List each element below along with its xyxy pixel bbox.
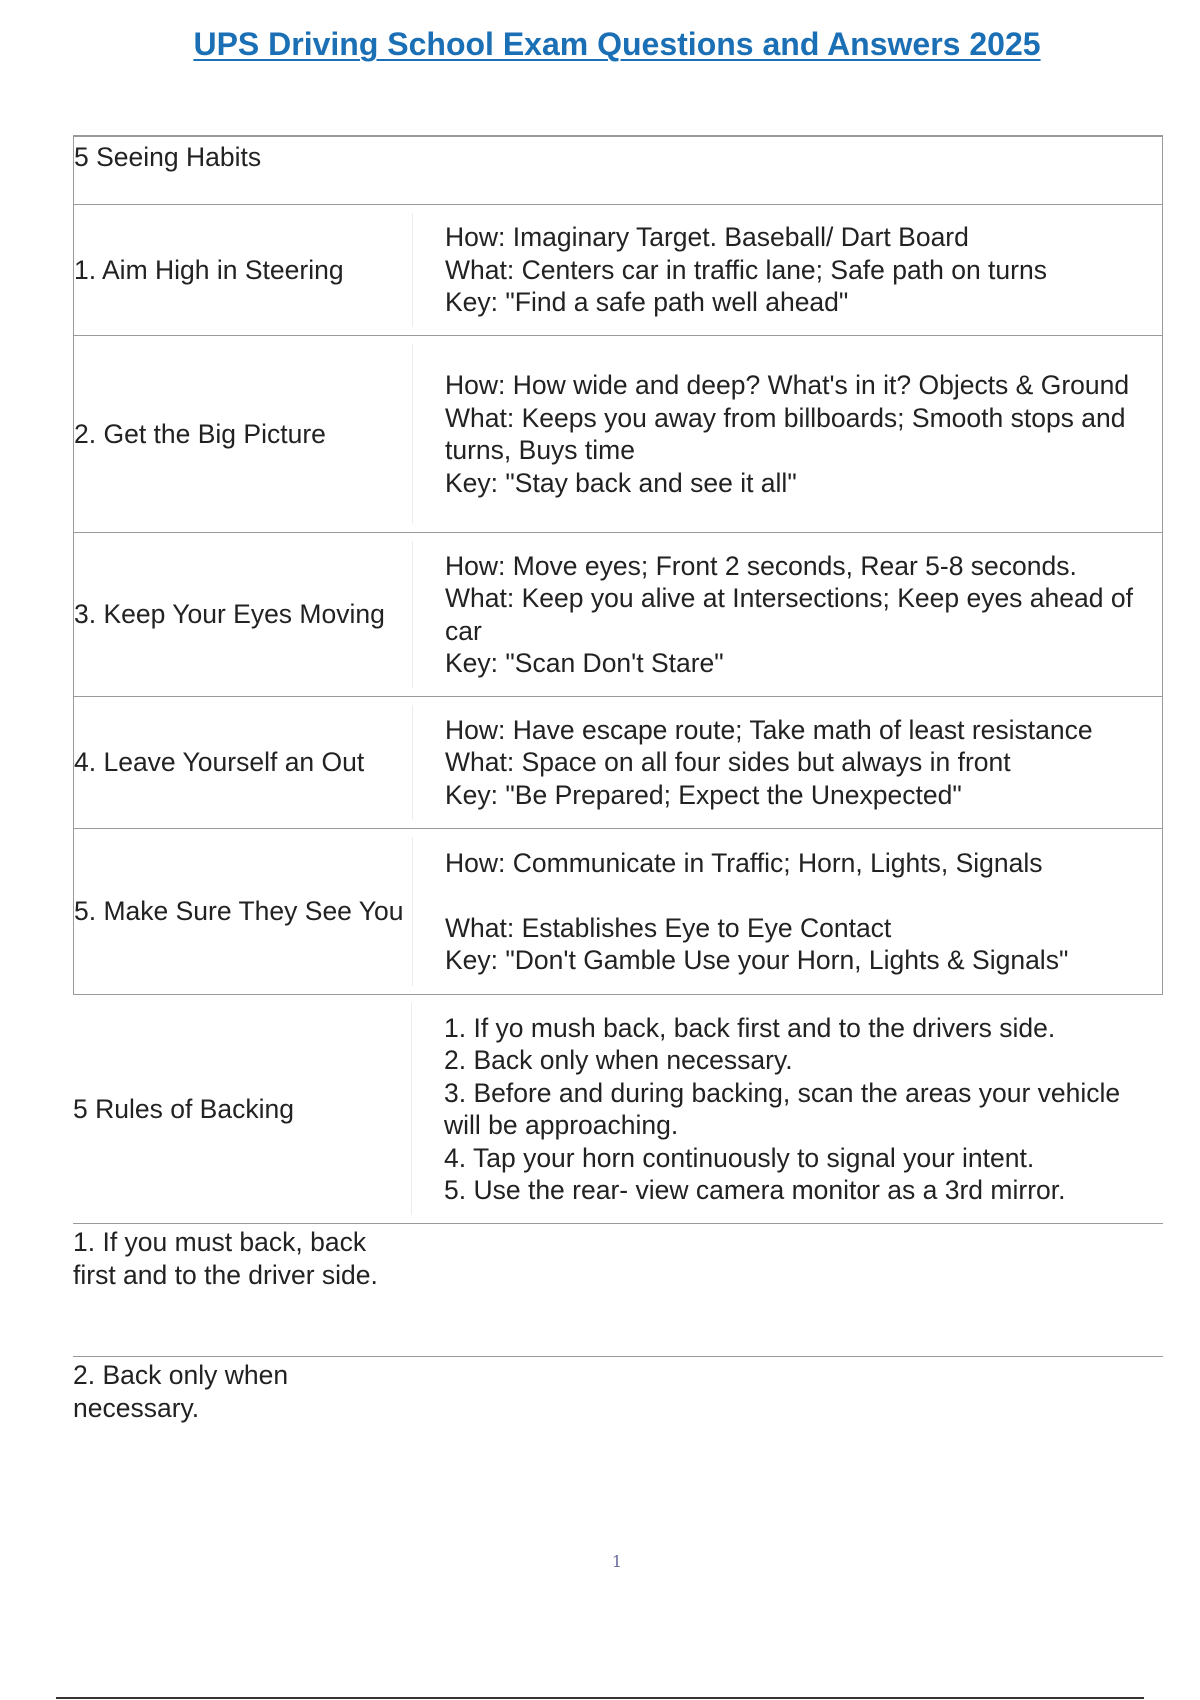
habit-how: How: Imaginary Target. Baseball/ Dart Board	[445, 222, 969, 253]
habit-row	[73, 336, 1163, 533]
habit-row	[73, 829, 1163, 995]
column-divider	[412, 344, 413, 524]
habit-how: How: Communicate in Traffic; Horn, Lights, Signals	[445, 847, 1043, 878]
habit-name: 4. Leave Yourself an Out	[74, 747, 365, 778]
habit-key: Key: "Stay back and see it all"	[445, 467, 797, 498]
habit-name: 1. Aim High in Steering	[74, 254, 344, 285]
habit-what: What: Establishes Eye to Eye Contact	[445, 912, 892, 943]
habit-details	[445, 336, 1152, 532]
habit-how: How: Move eyes; Front 2 seconds, Rear 5-8 seconds.	[445, 550, 1077, 581]
backing-row	[73, 995, 1163, 1224]
habit-details	[445, 697, 1152, 828]
backing-rule: 1. If yo mush back, back first and to the drivers side.	[444, 1012, 1056, 1043]
study-table	[73, 135, 1163, 1437]
backing-rule: 5. Use the rear- view camera monitor as a 3rd mirror.	[444, 1175, 1066, 1205]
habit-what: What: Space on all four sides but always in front	[445, 747, 1011, 778]
habit-key: Key: "Find a safe path well ahead"	[445, 287, 849, 318]
column-divider	[412, 705, 413, 820]
column-divider	[412, 213, 413, 327]
habit-row	[73, 205, 1163, 336]
habit-name: 5. Make Sure They See You	[74, 896, 404, 927]
table-header-row	[73, 135, 1163, 205]
habit-what: What: Keeps you away from billboards; Smooth stops and turns, Buys time	[445, 402, 1126, 465]
footer-divider	[56, 1697, 1144, 1699]
rule-text: 2. Back only when necessary.	[73, 1360, 289, 1423]
backing-rule: 2. Back only when necessary.	[444, 1045, 793, 1075]
habit-name: 2. Get the Big Picture	[74, 418, 326, 449]
backing-rule: 3. Before and during backing, scan the areas your vehicle will be approaching.	[444, 1077, 1121, 1140]
column-divider	[412, 541, 413, 688]
habit-key: Key: "Don't Gamble Use your Horn, Lights & Signals"	[445, 945, 1069, 975]
rule-text: 1. If you must back, back first and to the driver side.	[73, 1227, 378, 1290]
habit-how: How: Have escape route; Take math of least resistance	[445, 714, 1093, 745]
habit-row	[73, 533, 1163, 697]
habit-what: What: Centers car in traffic lane; Safe path on turns	[445, 254, 1047, 285]
blank-line	[445, 879, 1152, 912]
backing-rule: 4. Tap your horn continuously to signal your intent.	[444, 1142, 1035, 1173]
habit-details	[445, 533, 1152, 696]
section-heading: 5 Seeing Habits	[74, 141, 262, 172]
habit-key: Key: "Scan Don't Stare"	[445, 648, 724, 678]
habit-row	[73, 697, 1163, 829]
document-title: UPS Driving School Exam Questions and Answers 2025	[193, 26, 1041, 62]
habit-key: Key: "Be Prepared; Expect the Unexpected"	[445, 779, 962, 810]
backing-heading: 5 Rules of Backing	[73, 1093, 294, 1124]
habit-details	[445, 205, 1152, 335]
page-number: 1	[611, 1552, 623, 1571]
rule-row	[73, 1224, 1163, 1357]
column-divider	[412, 837, 413, 986]
habit-name: 3. Keep Your Eyes Moving	[74, 599, 385, 630]
habit-how: How: How wide and deep? What's in it? Objects & Ground	[445, 370, 1130, 400]
rule-row	[73, 1357, 1163, 1437]
habit-details	[445, 829, 1152, 994]
column-divider	[411, 1003, 412, 1215]
backing-rules-list	[444, 995, 1153, 1223]
habit-what: What: Keep you alive at Intersections; Keep eyes ahead of car	[445, 583, 1133, 646]
